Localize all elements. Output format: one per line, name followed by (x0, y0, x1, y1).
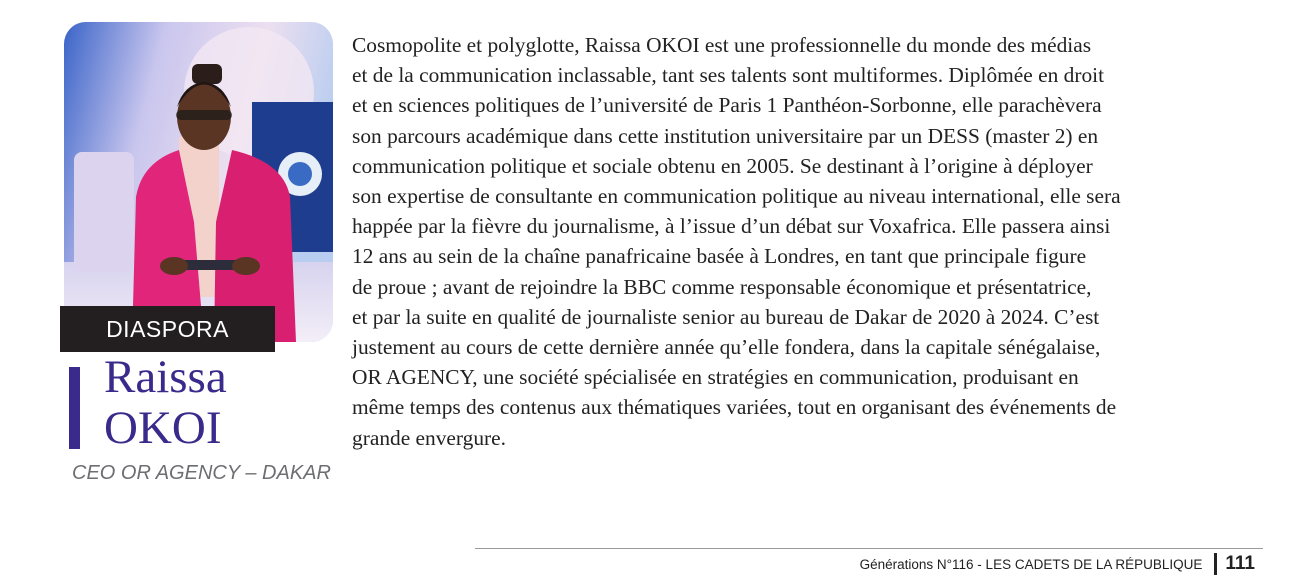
person-role: CEO OR AGENCY – DAKAR (72, 462, 331, 484)
paragraph-line: communication politique et sociale obtenu en 2005. Se destinant à l’origine à déployer (352, 153, 1093, 178)
last-name: OKOI (104, 402, 222, 454)
paragraph-line: et par la suite en qualité de journaliste senior au bureau de Dakar de 2020 à 2024. C’est (352, 304, 1100, 329)
page-footer (860, 553, 1255, 575)
paragraph-line: de proue ; avant de rejoindre la BBC comme responsable économique et présentatrice, (352, 274, 1092, 299)
paragraph-line: et de la communication inclassable, tant ses talents sont multiformes. Diplômée en droit (352, 63, 1105, 88)
footer-separator (1214, 553, 1217, 575)
page-number: 111 (1225, 553, 1255, 574)
paragraph-line: OR AGENCY, une société spécialisée en stratégies en communication, produisant en (352, 365, 1079, 390)
name-accent-bar (69, 367, 80, 449)
first-name: Raissa (104, 351, 227, 403)
paragraph-line: Cosmopolite et polyglotte, Raissa OKOI est une professionnelle du monde des médias (352, 33, 1092, 57)
paragraph-line: son expertise de consultante en communication politique au niveau international, elle sera (352, 184, 1121, 209)
person-name (104, 352, 227, 454)
paragraph-line: 12 ans au sein de la chaîne panafricaine basée à Londres, en tant que principale figure (352, 244, 1087, 269)
footer-divider (475, 548, 1263, 549)
paragraph-line: grande envergure. (352, 425, 507, 450)
paragraph-line: son parcours académique dans cette institution universitaire par un DESS (master 2) en (352, 123, 1099, 148)
paragraph-line: happée par la fièvre du journalisme, à l’issue d’un débat sur Voxafrica. Elle passera ainsi (352, 214, 1111, 239)
publication-title: Générations N°116 - LES CADETS DE LA RÉPUBLIQUE (859, 556, 1203, 572)
paragraph-line: même temps des contenus aux thématiques variées, tout en organisant des événements de (352, 395, 1117, 420)
paragraph-line: et en sciences politiques de l’université de Paris 1 Panthéon-Sorbonne, elle parachèvera (352, 93, 1102, 118)
section-tag: DIASPORA (60, 306, 275, 352)
article-paragraph (352, 30, 1272, 453)
portrait-illustration (64, 22, 333, 342)
paragraph-line: justement au cours de cette dernière année qu’elle fondera, dans la capitale sénégalaise, (352, 335, 1101, 360)
portrait-photo (64, 22, 333, 342)
